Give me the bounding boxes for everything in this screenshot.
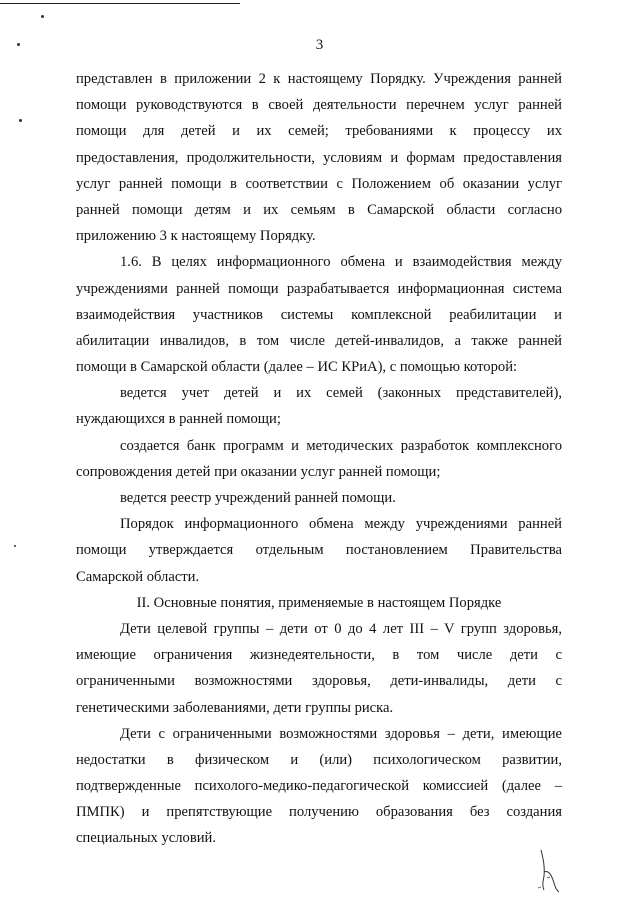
text-line: представлен в приложении 2 к настоящему Порядку. Учреждения ранней	[76, 71, 562, 87]
text-line: ПМПК) и препятствующие получению образования без создания	[76, 804, 562, 821]
text-line: помощи руководствуются в своей деятельности перечнем услуг ранней	[76, 97, 562, 114]
text-line: помощи утверждается отдельным постановлением Правительства	[76, 542, 562, 559]
text-line: учреждениями ранней помощи разрабатывается информационная система	[76, 280, 562, 297]
scan-speck	[19, 119, 22, 122]
text-line: ведется учет детей и их семей (законных представителей),	[120, 385, 562, 402]
scan-speck	[41, 15, 44, 18]
text-line: помощи в Самарской области (далее – ИС КРиА), с помощью которой:	[76, 359, 518, 376]
text-line: предоставления, продолжительности, условиям и формам предоставления	[76, 149, 562, 166]
text-line: Порядок информационного обмена между учреждениями ранней	[120, 516, 562, 533]
text-line: ограниченными возможностями здоровья, дети-инвалиды, дети с	[76, 673, 562, 690]
text-line: Дети целевой группы – дети от 0 до 4 лет III – V групп здоровья,	[120, 620, 562, 637]
body-text	[76, 66, 562, 852]
text-line: недостатки в физическом и (или) психологическом развитии,	[76, 751, 562, 768]
text-line: Дети с ограниченными возможностями здоровья – дети, имеющие	[120, 725, 562, 742]
text-line: нуждающихся в ранней помощи;	[76, 411, 281, 428]
top-edge-rule	[0, 3, 240, 4]
section-heading: II. Основные понятия, применяемые в настоящем Порядке	[136, 594, 502, 611]
text-line: абилитации инвалидов, в том числе детей-инвалидов, а также ранней	[76, 332, 562, 349]
text-line: сопровождения детей при оказании услуг ранней помощи;	[76, 463, 441, 480]
text-line: подтвержденные психолого-медико-педагогической комиссией (далее –	[76, 778, 562, 795]
page-number: 3	[315, 37, 324, 53]
text-line: создается банк программ и методических разработок комплексного	[120, 437, 562, 454]
text-line: Самарской области.	[76, 568, 200, 585]
scan-speck	[14, 545, 16, 547]
text-line: ведется реестр учреждений ранней помощи.	[120, 490, 396, 506]
text-line: специальных условий.	[76, 830, 217, 847]
text-line: имеющие ограничения жизнедеятельности, в том числе дети с	[76, 647, 562, 664]
text-line: взаимодействия участников системы комплексной реабилитации и	[76, 306, 562, 323]
text-line: приложению 3 к настоящему Порядку.	[76, 228, 316, 245]
text-line: помощи для детей и их семей; требованиями к процессу их	[76, 123, 562, 140]
text-line: генетическими заболеваниями, дети группы риска.	[76, 699, 394, 716]
text-line: 1.6. В целях информационного обмена и взаимодействия между	[120, 254, 562, 271]
handwritten-initials-mark	[535, 848, 561, 894]
text-line: ранней помощи детям и их семьям в Самарской области согласно	[76, 201, 562, 218]
text-line: услуг ранней помощи в соответствии с Положением об оказании услуг	[76, 175, 562, 192]
